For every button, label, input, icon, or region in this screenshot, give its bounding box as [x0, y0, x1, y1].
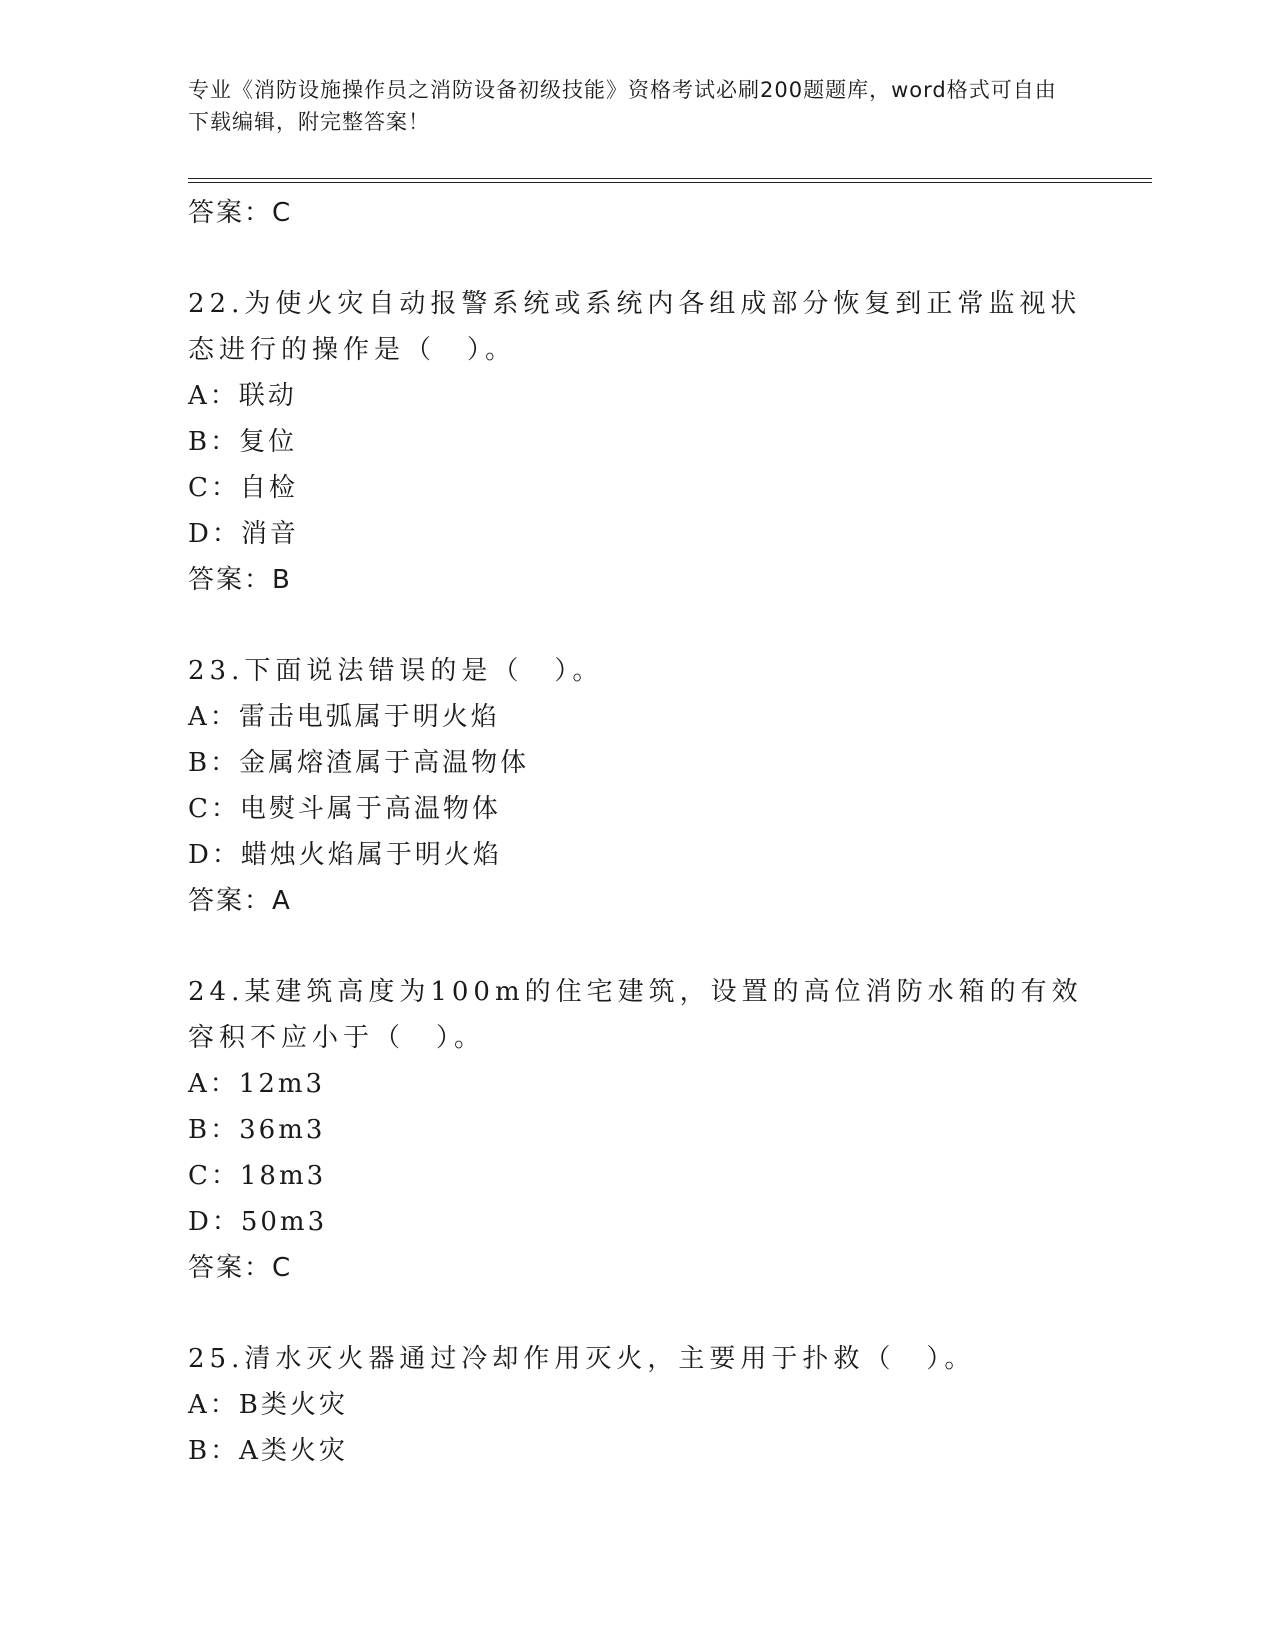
question-list — [188, 190, 1088, 1474]
option-c: C：18m3 — [188, 1161, 327, 1191]
option-c: C：自检 — [188, 473, 298, 503]
option-a: A：雷击电弧属于明火焰 — [188, 702, 500, 732]
option-b: B：36m3 — [188, 1115, 326, 1145]
header-divider-bottom — [188, 182, 1152, 183]
question-23 — [188, 648, 1088, 924]
spacer — [188, 924, 1088, 969]
answer-line: 答案：C — [188, 1253, 293, 1283]
page-header-title: 专业《消防设施操作员之消防设备初级技能》资格考试必刷200题题库，word格式可自由下载编辑，附完整答案！ — [188, 78, 1057, 134]
option-a: A：12m3 — [188, 1069, 326, 1099]
question-22 — [188, 281, 1088, 603]
question-24 — [188, 969, 1088, 1291]
question-text: 25.清水灭火器通过冷却作用灭火，主要用于扑救（ ）。 — [188, 1344, 976, 1374]
header-divider-top — [188, 178, 1152, 179]
question-text: 24.某建筑高度为100m的住宅建筑，设置的高位消防水箱的有效容积不应小于（ ）。 — [188, 977, 1083, 1053]
answer-line: 答案：A — [188, 886, 292, 916]
option-a: A：联动 — [188, 381, 297, 411]
question-25 — [188, 1336, 1088, 1474]
spacer — [188, 236, 1088, 281]
option-d: D：50m3 — [188, 1207, 328, 1237]
option-a: A：B类火灾 — [188, 1390, 348, 1420]
answer-line: 答案：C — [188, 198, 293, 228]
question-text: 23.下面说法错误的是（ ）。 — [188, 656, 604, 686]
option-d: D：消音 — [188, 519, 299, 549]
option-b: B：复位 — [188, 427, 298, 457]
spacer — [188, 603, 1088, 648]
option-d: D：蜡烛火焰属于明火焰 — [188, 840, 502, 870]
option-b: B：A类火灾 — [188, 1436, 348, 1466]
option-c: C：电熨斗属于高温物体 — [188, 794, 501, 824]
question-text: 22.为使火灾自动报警系统或系统内各组成部分恢复到正常监视状态进行的操作是（ ）。 — [188, 289, 1082, 365]
answer-line: 答案：B — [188, 565, 292, 595]
option-b: B：金属熔渣属于高温物体 — [188, 748, 530, 778]
spacer — [188, 1291, 1088, 1336]
